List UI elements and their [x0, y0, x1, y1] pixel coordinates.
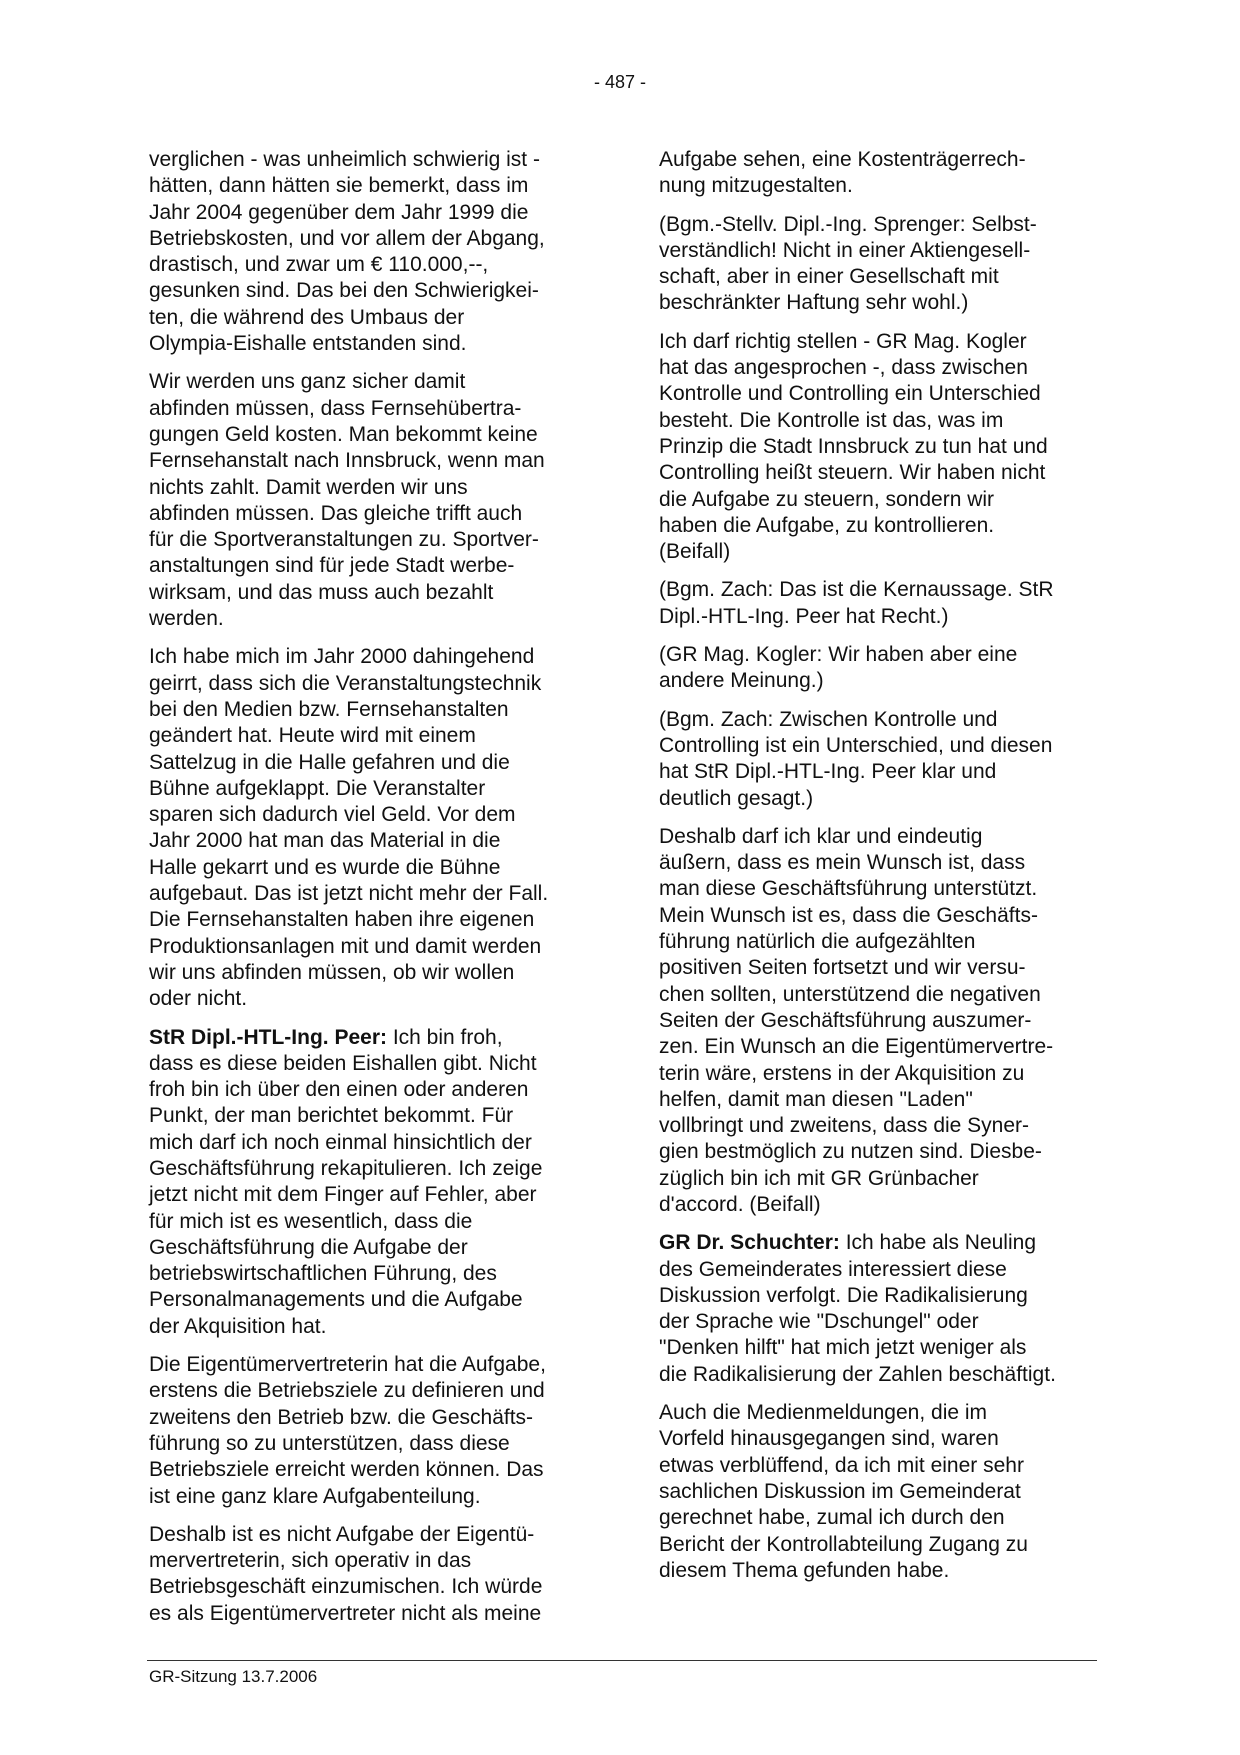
text-line: hat das angesprochen -, dass zwischen [659, 356, 1028, 380]
text-line: gerechnet habe, zumal ich durch den [659, 1506, 1005, 1530]
text-line: wirksam, und das muss auch bezahlt [149, 580, 494, 604]
text-line: (Beifall) [659, 540, 731, 564]
text-line: Vorfeld hinausgegangen sind, waren [659, 1427, 999, 1451]
text-line: anstaltungen sind für jede Stadt werbe- [149, 554, 515, 578]
text-line: verständlich! Nicht in einer Aktiengesell- [659, 238, 1031, 262]
text-line: Seiten der Geschäftsführung auszumer- [659, 1008, 1032, 1032]
text-line: erstens die Betriebsziele zu definieren und [149, 1379, 545, 1403]
paragraph [149, 1352, 591, 1510]
paragraph [149, 1025, 591, 1341]
text-line: ist eine ganz klare Aufgabenteilung. [149, 1484, 481, 1508]
text-line: Aufgabe sehen, eine Kostenträgerrech- [659, 148, 1026, 171]
text-line: verglichen - was unheimlich schwierig ist - [149, 148, 540, 171]
text-line: sparen sich dadurch viel Geld. Vor dem [149, 803, 516, 827]
text-line: geirrt, dass sich die Veranstaltungstechnik [149, 671, 542, 695]
text-line: Bühne aufgeklappt. Die Veranstalter [149, 776, 486, 800]
text-line: der Sprache wie "Dschungel" oder [659, 1310, 979, 1334]
text-line: Ich habe mich im Jahr 2000 dahingehend [149, 645, 535, 669]
text-line: (GR Mag. Kogler: Wir haben aber eine [659, 643, 1018, 667]
text-line: nichts zahlt. Damit werden wir uns [149, 475, 468, 499]
paragraph [659, 1400, 1101, 1584]
text-line: Ich darf richtig stellen - GR Mag. Kogler [659, 329, 1027, 353]
text-line: man diese Geschäftsführung unterstützt. [659, 877, 1038, 901]
text-line: ten, die während des Umbaus der [149, 305, 465, 329]
text-line: Die Eigentümervertreterin hat die Aufgabe, [149, 1353, 546, 1377]
text-line: mervertreterin, sich operativ in das [149, 1549, 472, 1573]
speaker-name: GR Dr. Schuchter: [659, 1231, 840, 1255]
page-number: - 487 - [593, 72, 647, 92]
paragraph [149, 369, 591, 632]
text-line: nung mitzugestalten. [659, 174, 853, 198]
text-line: Jahr 2004 gegenüber dem Jahr 1999 die [149, 200, 529, 224]
text-line: Jahr 2000 hat man das Material in die [149, 829, 501, 853]
paragraph [659, 1230, 1101, 1388]
text-line: schaft, aber in einer Gesellschaft mit [659, 265, 999, 289]
text-line: haben die Aufgabe, zu kontrollieren. [659, 513, 995, 537]
text-line: Dipl.-HTL-Ing. Peer hat Recht.) [659, 604, 949, 628]
text-line: die Aufgabe zu steuern, sondern wir [659, 487, 995, 511]
text-line: führung so zu unterstützen, dass diese [149, 1431, 510, 1455]
text-line: Produktionsanlagen mit und damit werden [149, 934, 542, 958]
text-line: jetzt nicht mit dem Finger auf Fehler, aber [149, 1183, 537, 1207]
text-line: Sattelzug in die Halle gefahren und die [149, 750, 510, 774]
text-line: diesem Thema gefunden habe. [659, 1558, 950, 1582]
text-line: Deshalb darf ich klar und eindeutig [659, 824, 983, 848]
speaker-line [149, 1025, 591, 1051]
text-line: Geschäftsführung rekapitulieren. Ich zeige [149, 1156, 543, 1180]
text-line: aufgebaut. Das ist jetzt nicht mehr der Fall. [149, 882, 549, 906]
footer-session-label: GR-Sitzung 13.7.2006 [149, 1667, 318, 1686]
text-line: gien bestmöglich zu nutzen sind. Diesbe- [659, 1140, 1042, 1164]
text-line: hätten, dann hätten sie bemerkt, dass im [149, 174, 529, 198]
text-line: werden. [149, 607, 224, 631]
text-line: des Gemeinderates interessiert diese [659, 1257, 1007, 1281]
text-line: Die Fernsehanstalten haben ihre eigenen [149, 908, 535, 932]
text-line: Diskussion verfolgt. Die Radikalisierung [659, 1283, 1028, 1307]
paragraph [659, 147, 1101, 200]
text-line: abfinden müssen, dass Fernsehübertra- [149, 396, 522, 420]
text-line: der Akquisition hat. [149, 1314, 327, 1338]
text-line: Olympia-Eishalle entstanden sind. [149, 332, 467, 356]
text-line: Deshalb ist es nicht Aufgabe der Eigentü- [149, 1522, 535, 1546]
text-line: für mich ist es wesentlich, dass die [149, 1209, 473, 1233]
speaker-line-text: Ich bin froh, [387, 1025, 503, 1049]
text-line: gesunken sind. Das bei den Schwierigkei- [149, 279, 539, 303]
paragraph [659, 577, 1101, 630]
text-line: wir uns abfinden müssen, ob wir wollen [149, 960, 515, 984]
text-line: Prinzip die Stadt Innsbruck zu tun hat und [659, 434, 1048, 458]
footer-divider [147, 1660, 1097, 1661]
text-line: dass es diese beiden Eishallen gibt. Nicht [149, 1051, 537, 1075]
paragraph [659, 642, 1101, 695]
right-column [659, 147, 1101, 1596]
speaker-line [659, 1230, 1101, 1256]
text-line: hat StR Dipl.-HTL-Ing. Peer klar und [659, 760, 997, 784]
speaker-line-text: Ich habe als Neuling [839, 1231, 1037, 1255]
text-line: Betriebskosten, und vor allem der Abgang, [149, 226, 545, 250]
text-line: Fernsehanstalt nach Innsbruck, wenn man [149, 449, 545, 473]
text-line: d'accord. (Beifall) [659, 1192, 821, 1216]
text-line: Punkt, der man berichtet bekommt. Für [149, 1104, 514, 1128]
text-line: positiven Seiten fortsetzt und wir versu- [659, 956, 1026, 980]
text-line: zweitens den Betrieb bzw. die Geschäfts- [149, 1405, 534, 1429]
text-line: Personalmanagements und die Aufgabe [149, 1288, 523, 1312]
text-line: betriebswirtschaftlichen Führung, des [149, 1262, 497, 1286]
text-line: bei den Medien bzw. Fernsehanstalten [149, 697, 509, 721]
text-line: terin wäre, erstens in der Akquisition zu [659, 1061, 1025, 1085]
text-line: Mein Wunsch ist es, dass die Geschäfts- [659, 903, 1038, 927]
text-line: Betriebsgeschäft einzumischen. Ich würde [149, 1575, 543, 1599]
paragraph [659, 824, 1101, 1218]
text-line: mich darf ich noch einmal hinsichtlich der [149, 1130, 532, 1154]
text-line: etwas verblüffend, da ich mit einer sehr [659, 1453, 1024, 1477]
text-line: Controlling heißt steuern. Wir haben nicht [659, 461, 1046, 485]
speaker-name: StR Dipl.-HTL-Ing. Peer: [149, 1025, 387, 1049]
text-line: sachlichen Diskussion im Gemeinderat [659, 1479, 1021, 1503]
text-line: Wir werden uns ganz sicher damit [149, 370, 466, 394]
text-line: besteht. Die Kontrolle ist das, was im [659, 408, 1004, 432]
text-line: führung natürlich die aufgezählten [659, 930, 976, 954]
text-line: vollbringt und zweitens, dass die Syner- [659, 1114, 1030, 1138]
paragraph [149, 147, 591, 357]
text-line: geändert hat. Heute wird mit einem [149, 724, 476, 748]
text-line: Controlling ist ein Unterschied, und diesen [659, 733, 1053, 757]
text-line: helfen, damit man diesen "Laden" [659, 1087, 973, 1111]
text-line: für die Sportveranstaltungen zu. Sportver- [149, 528, 539, 552]
text-line: abfinden müssen. Das gleiche trifft auch [149, 501, 523, 525]
paragraph [659, 212, 1101, 317]
text-line: froh bin ich über den einen oder anderen [149, 1078, 529, 1102]
text-line: oder nicht. [149, 987, 248, 1011]
paragraph [149, 644, 591, 1012]
text-line: Geschäftsführung die Aufgabe der [149, 1235, 468, 1259]
left-column [149, 147, 591, 1639]
text-line: deutlich gesagt.) [659, 786, 814, 810]
text-line: Halle gekarrt und es wurde die Bühne [149, 855, 501, 879]
text-line: drastisch, und zwar um € 110.000,--, [149, 253, 489, 277]
paragraph [659, 329, 1101, 566]
text-line: Auch die Medienmeldungen, die im [659, 1401, 988, 1425]
text-line: äußern, dass es mein Wunsch ist, dass [659, 851, 1026, 875]
text-line: gungen Geld kosten. Man bekommt keine [149, 422, 538, 446]
paragraph [659, 707, 1101, 812]
text-line: (Bgm.-Stellv. Dipl.-Ing. Sprenger: Selbst- [659, 212, 1037, 236]
text-line: es als Eigentümervertreter nicht als meine [149, 1601, 542, 1625]
text-line: Betriebsziele erreicht werden können. Das [149, 1458, 544, 1482]
text-line: die Radikalisierung der Zahlen beschäftigt. [659, 1362, 1056, 1386]
text-line: "Denken hilft" hat mich jetzt weniger als [659, 1336, 1027, 1360]
text-line: chen sollten, unterstützend die negativen [659, 982, 1041, 1006]
text-line: Bericht der Kontrollabteilung Zugang zu [659, 1532, 1028, 1556]
text-line: zen. Ein Wunsch an die Eigentümervertre- [659, 1035, 1054, 1059]
text-line: beschränkter Haftung sehr wohl.) [659, 291, 969, 315]
text-line: züglich bin ich mit GR Grünbacher [659, 1166, 979, 1190]
text-line: (Bgm. Zach: Zwischen Kontrolle und [659, 707, 998, 731]
text-line: Kontrolle und Controlling ein Unterschied [659, 382, 1041, 406]
paragraph [149, 1522, 591, 1627]
text-line: andere Meinung.) [659, 669, 824, 693]
text-line: (Bgm. Zach: Das ist die Kernaussage. StR [659, 578, 1054, 602]
